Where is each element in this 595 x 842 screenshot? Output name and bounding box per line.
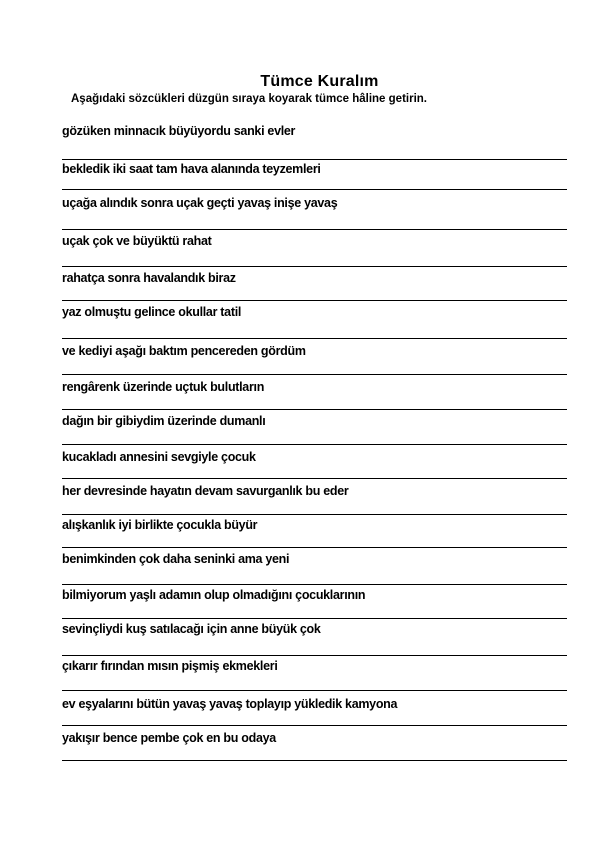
answer-line <box>62 189 567 190</box>
exercise-item <box>62 588 567 603</box>
answer-line <box>62 514 567 515</box>
scrambled-words: bekledik iki saat tam hava alanında teyzemleri <box>62 162 321 176</box>
scrambled-words: rahatça sonra havalandık biraz <box>62 271 236 285</box>
scrambled-words: yakışır bence pembe çok en bu odaya <box>62 731 276 745</box>
answer-line <box>62 690 567 691</box>
answer-line <box>62 444 567 445</box>
exercise-item <box>62 731 567 746</box>
scrambled-words: ev eşyalarını bütün yavaş yavaş toplayıp yükledik kamyona <box>62 697 398 711</box>
scrambled-words: uçağa alındık sonra uçak geçti yavaş inişe yavaş <box>62 196 338 210</box>
scrambled-words: gözüken minnacık büyüyordu sanki evler <box>62 124 296 138</box>
answer-line <box>62 374 567 375</box>
exercise-item <box>62 518 567 533</box>
exercise-item <box>62 552 567 567</box>
scrambled-words: alışkanlık iyi birlikte çocukla büyür <box>62 518 258 532</box>
exercise-item <box>62 124 567 139</box>
answer-line <box>62 229 567 230</box>
answer-line <box>62 547 567 548</box>
scrambled-words: kucakladı annesini sevgiyle çocuk <box>62 450 256 464</box>
answer-line <box>62 760 567 761</box>
exercise-item <box>62 271 567 286</box>
exercise-item <box>62 659 567 674</box>
exercise-item <box>62 484 567 499</box>
page-title: Tümce Kuralım <box>260 73 379 90</box>
scrambled-words: bilmiyorum yaşlı adamın olup olmadığını çocuklarının <box>62 588 366 602</box>
answer-line <box>62 300 567 301</box>
exercise-item <box>62 196 567 211</box>
exercise-item <box>62 234 567 249</box>
answer-line <box>62 159 567 160</box>
exercise-item <box>62 414 567 429</box>
exercise-item <box>62 450 567 465</box>
scrambled-words: her devresinde hayatın devam savurganlık bu eder <box>62 484 349 498</box>
answer-line <box>62 584 567 585</box>
answer-line <box>62 655 567 656</box>
exercise-item <box>62 380 567 395</box>
answer-line <box>62 266 567 267</box>
scrambled-words: sevinçliydi kuş satılacağı için anne büyük çok <box>62 622 321 636</box>
scrambled-words: dağın bir gibiydim üzerinde dumanlı <box>62 414 266 428</box>
exercise-item <box>62 162 567 177</box>
exercise-item <box>62 344 567 359</box>
answer-line <box>62 338 567 339</box>
exercise-item <box>62 697 567 712</box>
scrambled-words: rengârenk üzerinde uçtuk bulutların <box>62 380 265 394</box>
scrambled-words: çıkarır fırından mısın pişmiş ekmekleri <box>62 659 278 673</box>
instruction-text: Aşağıdaki sözcükleri düzgün sıraya koyarak tümce hâline getirin. <box>71 93 427 105</box>
scrambled-words: yaz olmuştu gelince okullar tatil <box>62 305 242 319</box>
answer-line <box>62 618 567 619</box>
scrambled-words: uçak çok ve büyüktü rahat <box>62 234 212 248</box>
answer-line <box>62 409 567 410</box>
answer-line <box>62 725 567 726</box>
scrambled-words: benimkinden çok daha seninki ama yeni <box>62 552 290 566</box>
exercise-item <box>62 305 567 320</box>
scrambled-words: ve kediyi aşağı baktım pencereden gördüm <box>62 344 306 358</box>
answer-line <box>62 478 567 479</box>
exercise-item <box>62 622 567 637</box>
